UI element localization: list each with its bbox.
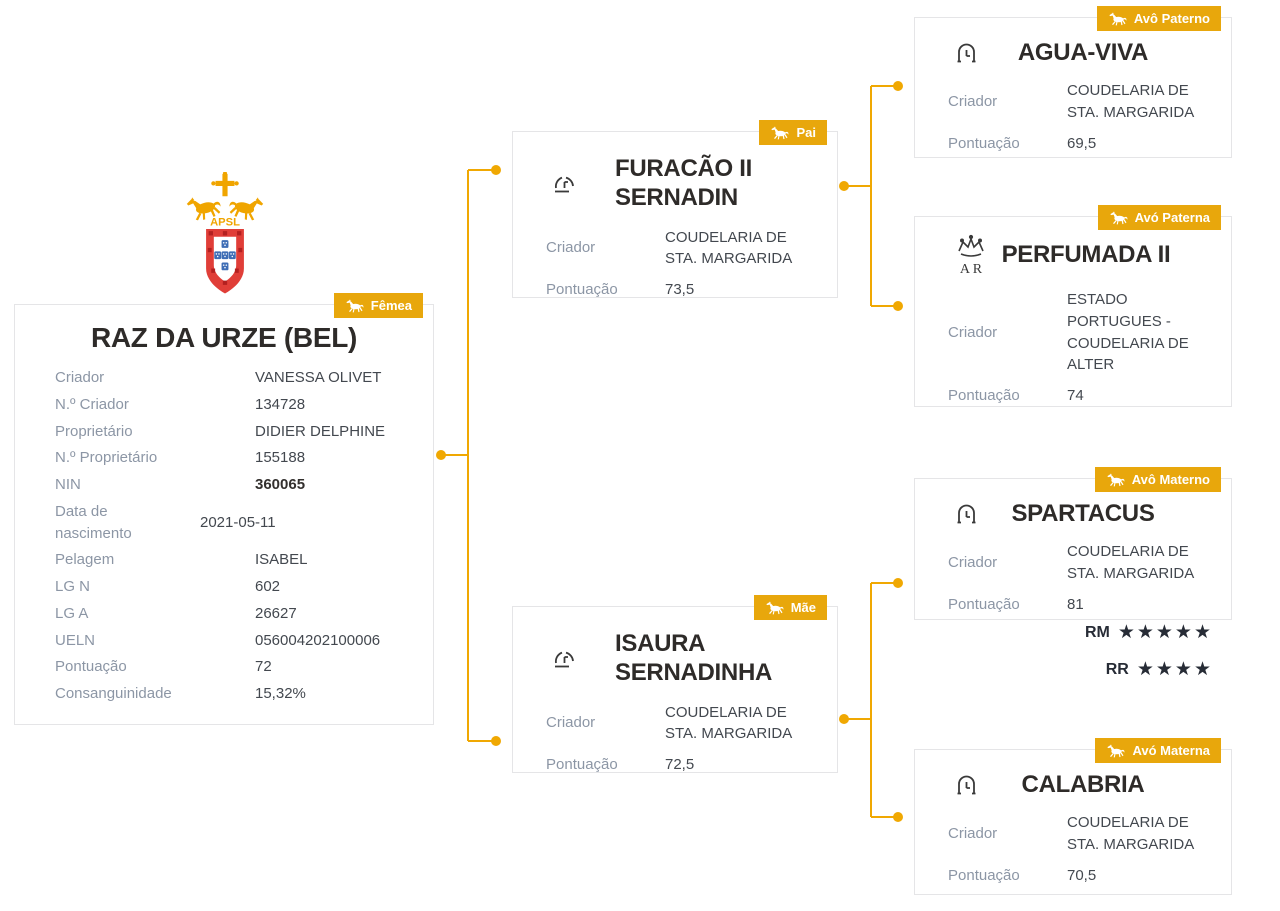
horse-icon <box>1109 210 1128 225</box>
detail-row <box>55 630 411 652</box>
sta-margarida-lock-brand-icon <box>951 499 985 529</box>
field-value: VANESSA OLIVET <box>255 369 382 386</box>
relation-badge <box>1097 6 1221 31</box>
detail-row <box>55 367 411 389</box>
relation-badge <box>1095 467 1221 492</box>
field-label: Criador <box>948 323 998 341</box>
horse-name: FURACÃO II SERNADIN <box>615 155 752 212</box>
detail-row <box>55 683 411 705</box>
svg-text:APSL: APSL <box>210 216 240 229</box>
field-label: Pelagem <box>55 551 115 569</box>
horse-name: ISAURA SERNADINHA <box>615 630 773 687</box>
relation-badge-label: Avô Paterno <box>1133 11 1210 26</box>
field-value: 69,5 <box>1067 134 1097 152</box>
horse-name: RAZ DA URZE (BEL) <box>90 322 358 353</box>
rating-rm <box>1085 623 1213 642</box>
horse-icon <box>1106 743 1125 758</box>
field-value: 360065 <box>255 476 306 493</box>
field-label: Consanguinidade <box>55 685 172 702</box>
detail-row <box>55 447 411 469</box>
horse-icon <box>1106 472 1125 487</box>
relation-badge-label: Avó Paterna <box>1134 210 1210 225</box>
field-label: Criador <box>948 553 998 571</box>
relation-badge-label: Avó Materna <box>1132 743 1210 758</box>
field-label: LG N <box>55 578 91 595</box>
detail-row <box>55 549 411 571</box>
field-value: COUDELARIA DE STA. MARGARIDA <box>1067 814 1195 853</box>
field-value: 81 <box>1067 595 1084 613</box>
field-label: Pontuação <box>948 387 1020 404</box>
detail-row <box>55 394 411 416</box>
main-horse-card <box>14 298 434 725</box>
pedigree-card-avo-paterna[interactable] <box>914 210 1232 407</box>
field-value: DIDIER DELPHINE <box>255 422 386 440</box>
field-value: COUDELARIA DE STA. MARGARIDA <box>665 228 793 268</box>
field-value: 70,5 <box>1067 866 1097 884</box>
field-value: 73,5 <box>665 281 695 299</box>
field-label: Pontuação <box>546 756 618 774</box>
detail-row <box>546 279 823 301</box>
detail-row <box>55 474 411 496</box>
detail-row <box>55 603 411 625</box>
field-value: 74 <box>1067 387 1084 404</box>
relation-badge-label: Pai <box>796 125 816 140</box>
apsl-crest-icon <box>182 172 268 298</box>
detail-row <box>948 133 1217 155</box>
field-label: Criador <box>546 239 596 257</box>
detail-row <box>948 289 1217 376</box>
relation-badge <box>1098 205 1221 230</box>
horse-name: PERFUMADA II <box>1001 241 1171 269</box>
pedigree-card-avo-materno[interactable] <box>914 472 1232 620</box>
horse-icon <box>1108 11 1127 26</box>
detail-row <box>55 421 411 443</box>
horse-icon <box>765 600 784 615</box>
rating-label: RM <box>1084 623 1110 641</box>
horse-name: AGUA-VIVA <box>1017 39 1149 67</box>
field-value: 602 <box>255 578 281 595</box>
detail-row <box>948 385 1217 407</box>
horse-icon <box>345 298 364 313</box>
field-value: 72,5 <box>665 756 695 774</box>
horse-icon <box>770 125 789 140</box>
rating-label: RR <box>1105 660 1129 678</box>
field-value: 26627 <box>255 604 297 622</box>
pedigree-card-avo-paterno[interactable] <box>914 11 1232 158</box>
field-label: Proprietário <box>55 422 133 440</box>
field-value: 134728 <box>255 395 306 413</box>
field-label: Criador <box>55 369 105 386</box>
field-label: Criador <box>948 824 998 842</box>
detail-row <box>948 865 1217 887</box>
rating-rr <box>1106 660 1213 679</box>
field-label: Data de nascimento <box>55 502 132 542</box>
field-label: N.º Criador <box>55 395 129 413</box>
field-label: Criador <box>948 92 998 110</box>
sex-badge-label: Fêmea <box>370 298 412 313</box>
field-label: Criador <box>546 714 596 732</box>
field-value: 155188 <box>255 449 306 467</box>
pedigree-card-avo-materna[interactable] <box>914 743 1232 895</box>
detail-row <box>55 576 411 598</box>
horse-name: SPARTACUS <box>1011 500 1155 528</box>
field-label: LG A <box>55 604 89 622</box>
sta-margarida-lock-brand-icon <box>951 770 985 800</box>
field-value: COUDELARIA DE STA. MARGARIDA <box>665 703 793 743</box>
detail-row <box>948 812 1217 856</box>
field-value: 15,32% <box>255 685 306 702</box>
relation-badge-label: Mãe <box>790 600 816 615</box>
sta-margarida-brand-icon <box>549 643 583 673</box>
field-value: COUDELARIA DE STA. MARGARIDA <box>1067 543 1195 582</box>
relation-badge <box>1095 738 1221 763</box>
relation-badge-label: Avô Materno <box>1131 472 1210 487</box>
field-label: Pontuação <box>55 658 127 676</box>
pedigree-card-pai[interactable] <box>512 125 838 299</box>
detail-row <box>55 501 411 545</box>
sta-margarida-brand-icon <box>549 168 583 198</box>
svg-text:A R: A R <box>959 262 983 277</box>
field-value: 72 <box>255 658 272 676</box>
detail-row <box>948 541 1217 585</box>
relation-badge <box>754 595 827 620</box>
field-value: ESTADO PORTUGUES - COUDELARIA DE ALTER <box>1067 291 1189 374</box>
field-label: UELN <box>55 631 96 649</box>
detail-row <box>948 80 1217 124</box>
detail-row <box>546 227 823 271</box>
field-value: 056004202100006 <box>255 631 381 649</box>
relation-badge <box>759 120 827 145</box>
field-label: N.º Proprietário <box>55 449 158 467</box>
field-label: Pontuação <box>546 281 618 299</box>
alter-real-brand-icon <box>951 233 991 277</box>
star-rating: ★★★★ <box>1136 659 1213 680</box>
sex-badge <box>334 293 423 318</box>
horse-name: CALABRIA <box>1021 771 1145 799</box>
field-label: Pontuação <box>948 134 1020 152</box>
field-value: COUDELARIA DE STA. MARGARIDA <box>1067 82 1195 121</box>
field-label: Pontuação <box>948 595 1020 613</box>
horse-details <box>15 367 433 705</box>
detail-row <box>546 754 823 776</box>
star-rating: ★★★★★ <box>1117 622 1213 643</box>
detail-row <box>55 656 411 678</box>
pedigree-card-mae[interactable] <box>512 600 838 774</box>
field-label: NIN <box>55 476 81 493</box>
field-value: ISABEL <box>255 551 308 569</box>
field-label: Pontuação <box>948 866 1020 884</box>
field-value: 2021-05-11 <box>200 513 276 531</box>
detail-row <box>948 594 1217 616</box>
detail-row <box>546 702 823 746</box>
sta-margarida-lock-brand-icon <box>951 38 985 68</box>
